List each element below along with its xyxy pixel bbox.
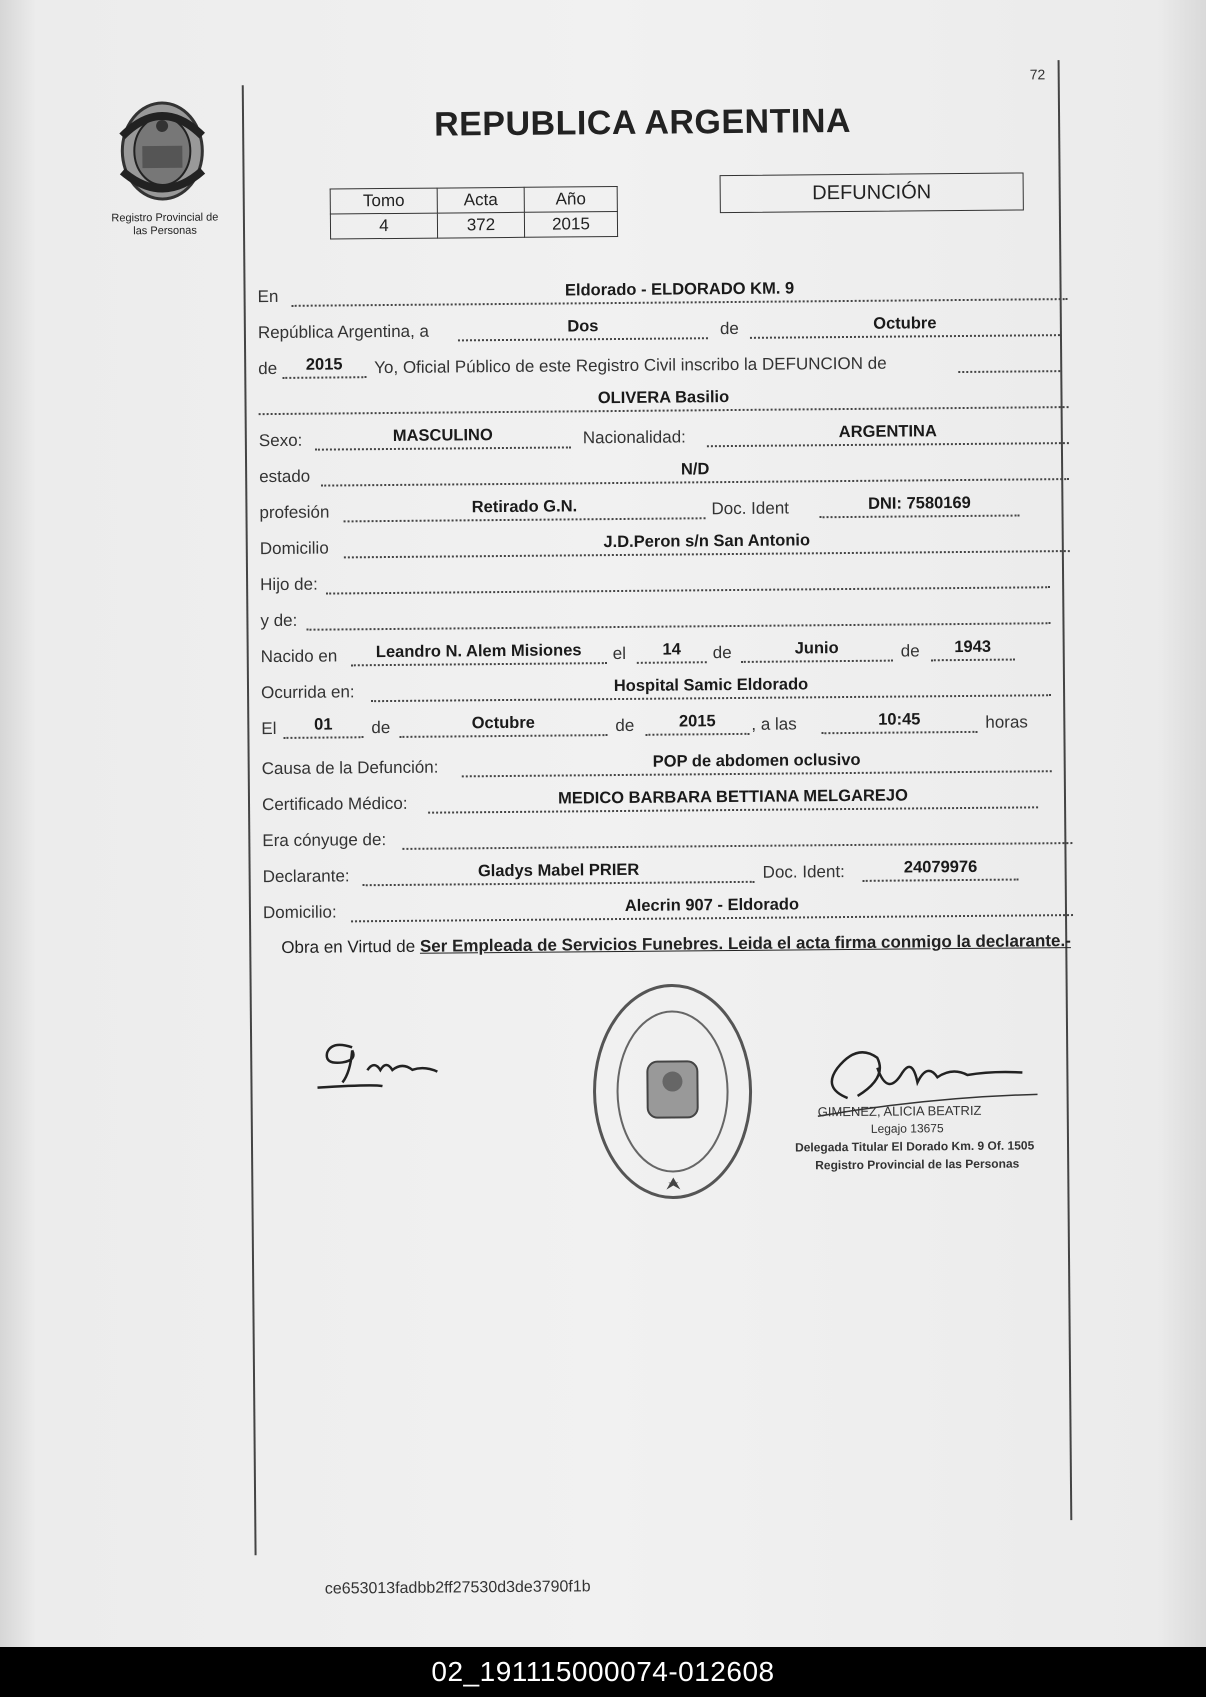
profesion-value: Retirado G.N. — [471, 497, 578, 517]
profesion-label: profesión — [259, 502, 330, 523]
estado-label: estado — [259, 466, 311, 487]
doc-ident-value: DNI: 7580169 — [867, 493, 971, 513]
sexo-value: MASCULINO — [392, 426, 493, 445]
birth-month-value: Junio — [794, 639, 839, 658]
volume-acta-value: 372 — [437, 212, 524, 238]
line-nacido — [261, 634, 1071, 669]
el-upper-label: El — [261, 718, 277, 739]
domicilio-value: J.D.Peron s/n San Antonio — [603, 531, 811, 552]
line-certificado — [262, 782, 1072, 817]
decl-domicilio-label: Domicilio: — [262, 902, 337, 923]
deceased-name-value: OLIVERA Basilio — [597, 388, 730, 408]
decl-doc-value: 24079976 — [903, 857, 978, 877]
line-officer — [258, 346, 1068, 381]
certificado-value: MEDICO BARBARA BETTIANA MELGAREJO — [557, 786, 908, 808]
obra-label: Obra en Virtud de — [281, 936, 416, 957]
line-republica — [258, 310, 1068, 345]
day-words-value: Dos — [567, 317, 599, 336]
scan-id: 02_191115000074-012608 — [431, 1656, 775, 1687]
registry-caption — [95, 211, 235, 238]
causa-value: POP de abdomen oclusivo — [652, 750, 861, 771]
ocurrida-en-value: Hospital Samic Eldorado — [613, 675, 809, 696]
line-decl-domicilio — [263, 890, 1073, 925]
volume-table-header-row — [330, 187, 617, 215]
de-label-5: de — [371, 718, 391, 738]
official-registry: Registro Provincial de las Personas — [815, 1156, 1020, 1173]
nacido-en-value: Leandro N. Alem Misiones — [375, 641, 582, 662]
official-name: GIMENEZ, ALICIA BEATRIZ — [817, 1102, 982, 1120]
line-declarante — [263, 854, 1073, 889]
domicilio-label: Domicilio — [259, 538, 329, 559]
misiones-coat-of-arms — [112, 96, 213, 212]
page-number: 72 — [1029, 66, 1046, 83]
horas-label: horas — [985, 712, 1028, 732]
de-label-2: de — [258, 358, 278, 379]
nacionalidad-label: Nacionalidad: — [582, 427, 686, 448]
line-en — [257, 274, 1067, 309]
year-value: 2015 — [305, 355, 343, 374]
declarante-value: Gladys Mabel PRIER — [477, 860, 640, 881]
line-estado — [259, 454, 1069, 489]
death-year-value: 2015 — [678, 712, 716, 731]
registry-caption-line-1: Registro Provincial de — [111, 211, 219, 225]
doc-ident-label: Doc. Ident — [711, 498, 790, 519]
conyuge-label: Era cónyuge de: — [262, 830, 387, 851]
line-death-date — [261, 706, 1071, 741]
republica-label: República Argentina, a — [257, 321, 430, 343]
sexo-label: Sexo: — [258, 430, 303, 451]
volume-header-tomo: Tomo — [330, 188, 437, 214]
volume-table — [330, 186, 618, 240]
official-stamp — [587, 979, 759, 1210]
registry-caption-line-2: las Personas — [133, 224, 197, 238]
y-de-label: y de: — [260, 610, 298, 631]
volume-tomo-value: 4 — [330, 213, 437, 239]
a-las-label: , a las — [751, 714, 797, 734]
scan-id-bar — [0, 1647, 1206, 1697]
line-ocurrida — [261, 670, 1071, 705]
certificado-label: Certificado Médico: — [261, 793, 408, 815]
left-margin-rule — [242, 85, 257, 1555]
estado-value: N/D — [680, 460, 710, 479]
decl-doc-label: Doc. Ident: — [762, 862, 845, 882]
el-label: el — [612, 643, 627, 664]
ocurrida-label: Ocurrida en: — [260, 682, 355, 703]
de-label-6: de — [615, 715, 635, 736]
declarant-signature — [312, 1031, 473, 1097]
causa-label: Causa de la Defunción: — [261, 757, 439, 779]
line-domicilio — [260, 526, 1070, 561]
death-day-value: 01 — [314, 715, 333, 734]
official-legajo: Legajo 13675 — [870, 1121, 944, 1136]
line-sexo — [259, 418, 1069, 453]
volume-table-value-row — [330, 212, 617, 240]
line-conyuge — [262, 818, 1072, 853]
nacionalidad-value: ARGENTINA — [838, 422, 937, 442]
line-profesion — [259, 490, 1069, 525]
birth-day-value: 14 — [662, 640, 681, 659]
en-label: En — [257, 286, 279, 307]
decl-domicilio-value: Alecrin 907 - Eldorado — [624, 895, 800, 915]
hijo-label: Hijo de: — [260, 574, 318, 595]
birth-year-value: 1943 — [954, 637, 992, 657]
death-month-value: Octubre — [471, 713, 536, 733]
volume-ano-value: 2015 — [524, 212, 617, 238]
nacido-label: Nacido en — [260, 646, 338, 667]
document-hash: ce653013fadbb2ff27530d3de3790f1b — [324, 1578, 591, 1598]
obra-paragraph — [281, 928, 1091, 961]
line-causa — [262, 746, 1072, 781]
act-type-box: DEFUNCIÓN — [720, 172, 1024, 213]
de-label-4: de — [900, 641, 920, 661]
officer-text: Yo, Oficial Público de este Registro Civil inscribo la DEFUNCION de — [374, 353, 887, 378]
line-deceased — [258, 382, 1068, 417]
page-title: REPUBLICA ARGENTINA — [433, 101, 852, 144]
official-role: Delegada Titular El Dorado Km. 9 Of. 1505 — [794, 1138, 1035, 1155]
month-value: Octubre — [873, 314, 937, 333]
declarante-label: Declarante: — [262, 866, 350, 887]
volume-header-ano: Año — [524, 187, 617, 213]
line-y-de — [260, 598, 1070, 633]
de-label-1: de — [719, 318, 739, 339]
death-time-value: 10:45 — [878, 710, 921, 729]
volume-header-acta: Acta — [437, 187, 524, 213]
line-hijo — [260, 562, 1070, 597]
place-value: Eldorado - ELDORADO KM. 9 — [564, 279, 795, 300]
obra-value: Ser Empleada de Servicios Funebres. Leida el acta firma conmigo la declarante.- — [419, 931, 1071, 956]
de-label-3: de — [712, 643, 732, 663]
